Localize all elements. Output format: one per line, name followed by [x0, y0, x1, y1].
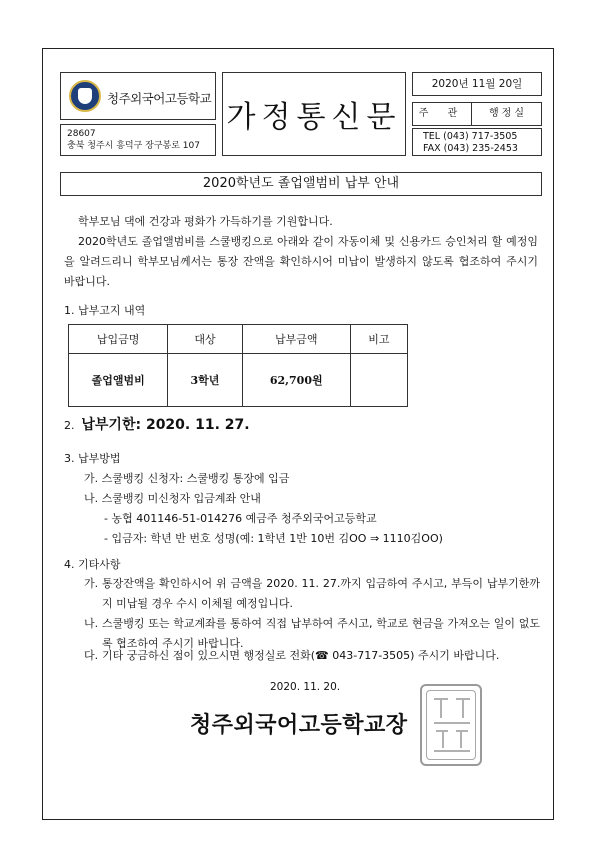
note-b-text: 스쿨뱅킹 또는 학교계좌를 통하여 직접 납부하여 주시고, 학교로 현금을 가져오는 일이 없도록 협조하여 주시기 바랍니다.	[102, 617, 540, 650]
bank-account: - 농협 401146-51-014276 예금주 청주외국어고등학교	[104, 512, 377, 525]
table-header-row	[69, 325, 408, 354]
intro-paragraph	[64, 212, 538, 292]
intro-line-1: 학부모님 댁에 건강과 평화가 가득하기를 기원합니다.	[78, 215, 333, 228]
col-header: 비고	[350, 325, 407, 354]
note-c-text: 기타 궁금하신 점이 있으시면 행정실로 전화(☎ 043-717-3505) 주시기 바랍니다.	[102, 649, 500, 662]
issue-date: 2020년 11월 20일	[412, 72, 542, 96]
section-2-number: 2.	[64, 419, 75, 432]
principal-signature: 청주외국어고등학교장	[190, 712, 408, 738]
fax: FAX (043) 235-2453	[423, 143, 518, 154]
document-title: 가정통신문	[222, 72, 406, 156]
note-c	[84, 646, 540, 666]
deadline-label: 납부기한:	[81, 417, 142, 433]
fee-note	[350, 354, 407, 407]
footer-date: 2020. 11. 20.	[270, 681, 341, 693]
fee-name: 졸업앨범비	[69, 354, 168, 407]
col-header: 납부금액	[242, 325, 350, 354]
school-emblem-icon	[69, 80, 101, 112]
school-address-box	[60, 124, 216, 156]
department-box	[412, 102, 542, 126]
section-4-title: 4. 기타사항	[64, 558, 121, 571]
postal-code: 28607	[67, 129, 96, 139]
note-a	[84, 574, 540, 614]
section-3-title: 3. 납부방법	[64, 452, 121, 465]
official-seal-icon	[420, 684, 482, 766]
school-logo-box	[60, 72, 216, 120]
col-header: 납입금명	[69, 325, 168, 354]
section-1-title: 1. 납부고지 내역	[64, 304, 146, 317]
note-a-lead: 가.	[84, 577, 99, 590]
school-name: 청주외국어고등학교	[107, 91, 212, 106]
note-b-lead: 나.	[84, 617, 99, 630]
note-c-lead: 다.	[84, 649, 99, 662]
school-address: 충북 청주시 흥덕구 장구봉로 107	[67, 141, 200, 151]
department-value: 행정실	[489, 108, 527, 119]
contact-box	[412, 128, 542, 156]
payment-method-a: 가. 스쿨뱅킹 신청자: 스쿨뱅킹 통장에 입금	[84, 472, 290, 485]
fee-table	[68, 324, 408, 407]
intro-line-2: 2020학년도 졸업앨범비를 스쿨뱅킹으로 아래와 같이 자동이체 및 신용카드 승인처리 할 예정임을 알려드리니 학부모님께서는 통장 잔액을 확인하시어 미납이 발생하지 않도록 협조하여 주시기 바랍니다.	[64, 235, 538, 288]
deadline-value: 2020. 11. 27.	[145, 417, 250, 433]
subject-title: 2020학년도 졸업앨범비 납부 안내	[60, 172, 542, 196]
col-header: 대상	[168, 325, 242, 354]
depositor-format: - 입금자: 학년 반 번호 성명(예: 1학년 1반 10번 김OO ⇒ 1110김OO)	[104, 532, 443, 545]
table-row	[69, 354, 408, 407]
department-label: 주 관	[413, 103, 472, 125]
fee-amount: 62,700원	[242, 354, 350, 407]
deadline	[64, 414, 250, 434]
note-a-text: 통장잔액을 확인하시어 위 금액을 2020. 11. 27.까지 입금하여 주시고, 부득이 납부기한까지 미납될 경우 수시 이체될 예정입니다.	[102, 577, 540, 610]
fee-target: 3학년	[168, 354, 242, 407]
tel: TEL (043) 717-3505	[423, 131, 518, 142]
payment-method-b: 나. 스쿨뱅킹 미신청자 입금계좌 안내	[84, 492, 261, 505]
